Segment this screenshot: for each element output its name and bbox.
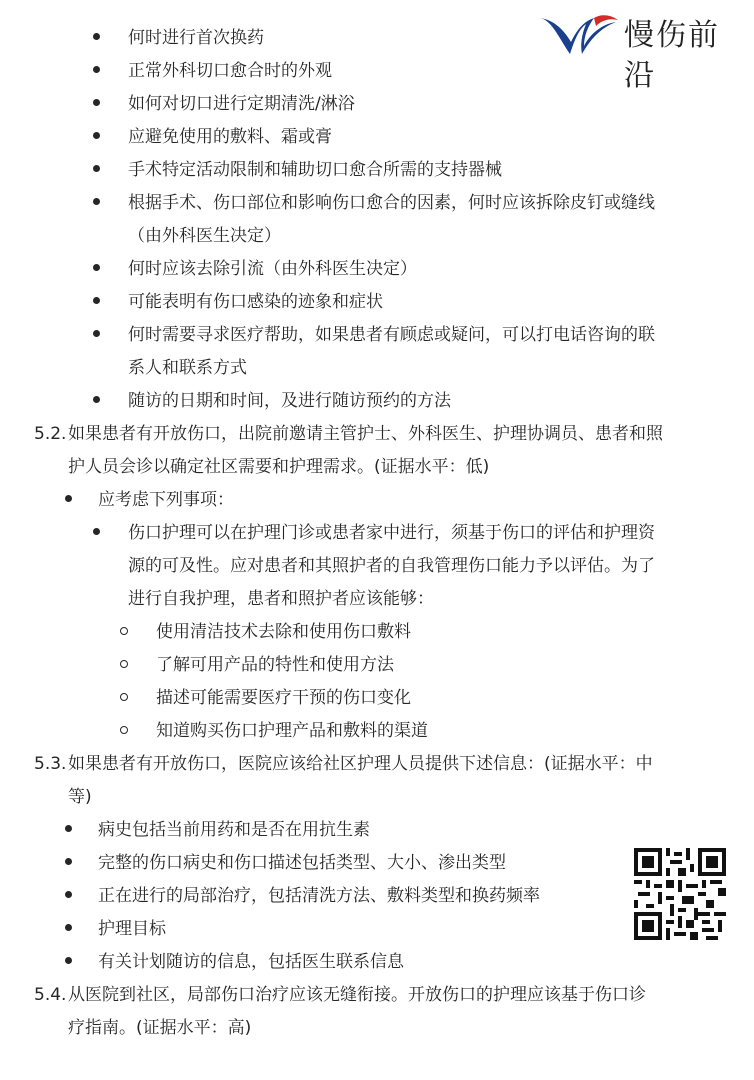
list-item: 何时进行首次换药 (0, 22, 754, 55)
list-item: 完整的伤口病史和伤口描述包括类型、大小、渗出类型 (0, 847, 754, 880)
list-item: 何时应该去除引流（由外科医生决定） (0, 253, 754, 286)
bullet-dot-icon (65, 495, 72, 502)
sub-list-item: 知道购买伤口护理产品和敷料的渠道 (0, 715, 754, 748)
bullet-dot-icon (93, 66, 100, 73)
list-item: 伤口护理可以在护理门诊或患者家中进行，须基于伤口的评估和护理资 (0, 517, 754, 550)
logo-text: 慢伤前沿 (624, 18, 720, 93)
section-5-4-heading: 5.4. 从医院到社区，局部伤口治疗应该无缝衔接。开放伤口的护理应该基于伤口诊 (34, 985, 646, 1005)
section-5-4-continuation: 疗指南。(证据水平：高) (68, 1018, 252, 1038)
bullet-dot-icon (93, 396, 100, 403)
list-item-continuation: （由外科医生决定） (128, 226, 281, 246)
list-item-continuation: 进行自我护理，患者和照护者应该能够： (128, 589, 434, 609)
list-item: 病史包括当前用药和是否在用抗生素 (0, 814, 754, 847)
list-item: 何时需要寻求医疗帮助，如果患者有顾虑或疑问，可以打电话咨询的联 (0, 319, 754, 352)
section-5-3-heading: 5.3. 如果患者有开放伤口，医院应该给社区护理人员提供下述信息：(证据水平：中 (34, 754, 653, 774)
list-item: 根据手术、伤口部位和影响伤口愈合的因素，何时应该拆除皮钉或缝线 (0, 187, 754, 220)
list-item: 有关计划随访的信息，包括医生联系信息 (0, 946, 754, 979)
list-item-continuation: 系人和联系方式 (128, 358, 247, 378)
list-item: 手术特定活动限制和辅助切口愈合所需的支持器械 (0, 154, 754, 187)
bullet-dot-icon (93, 330, 100, 337)
sub-list-item: 使用清洁技术去除和使用伤口敷料 (0, 616, 754, 649)
section-5-2-continuation: 护人员会诊以确定社区需要和护理需求。(证据水平：低) (68, 457, 490, 477)
bullet-dot-icon (93, 165, 100, 172)
bullet-circle-icon (120, 693, 128, 701)
bullet-dot-icon (93, 264, 100, 271)
list-item: 正在进行的局部治疗，包括清洗方法、敷料类型和换药频率 (0, 880, 754, 913)
list-item: 护理目标 (0, 913, 754, 946)
section-5-3-continuation: 等) (68, 787, 92, 807)
bullet-dot-icon (93, 528, 100, 535)
bullet-dot-icon (93, 33, 100, 40)
section-5-2-heading: 5.2. 如果患者有开放伤口，出院前邀请主管护士、外科医生、护理协调员、患者和照 (34, 424, 663, 444)
list-item-continuation: 源的可及性。应对患者和其照护者的自我管理伤口能力予以评估。为了 (128, 556, 655, 576)
bullet-dot-icon (65, 891, 72, 898)
bullet-dot-icon (65, 957, 72, 964)
bullet-dot-icon (65, 858, 72, 865)
list-item: 应考虑下列事项： (0, 484, 754, 517)
list-item: 正常外科切口愈合时的外观 (0, 55, 754, 88)
list-item: 如何对切口进行定期清洗/淋浴 (0, 88, 754, 121)
bullet-dot-icon (65, 924, 72, 931)
list-item: 应避免使用的敷料、霜或膏 (0, 121, 754, 154)
bullet-circle-icon (120, 627, 128, 635)
list-item: 可能表明有伤口感染的迹象和症状 (0, 286, 754, 319)
bullet-dot-icon (93, 297, 100, 304)
bullet-dot-icon (93, 132, 100, 139)
sub-list-item: 了解可用产品的特性和使用方法 (0, 649, 754, 682)
bullet-circle-icon (120, 660, 128, 668)
bullet-dot-icon (65, 825, 72, 832)
sub-list-item: 描述可能需要医疗干预的伤口变化 (0, 682, 754, 715)
bullet-circle-icon (120, 726, 128, 734)
qr-code-icon (634, 848, 726, 940)
bullet-dot-icon (93, 99, 100, 106)
bullet-dot-icon (93, 198, 100, 205)
list-item: 随访的日期和时间，及进行随访预约的方法 (0, 385, 754, 418)
